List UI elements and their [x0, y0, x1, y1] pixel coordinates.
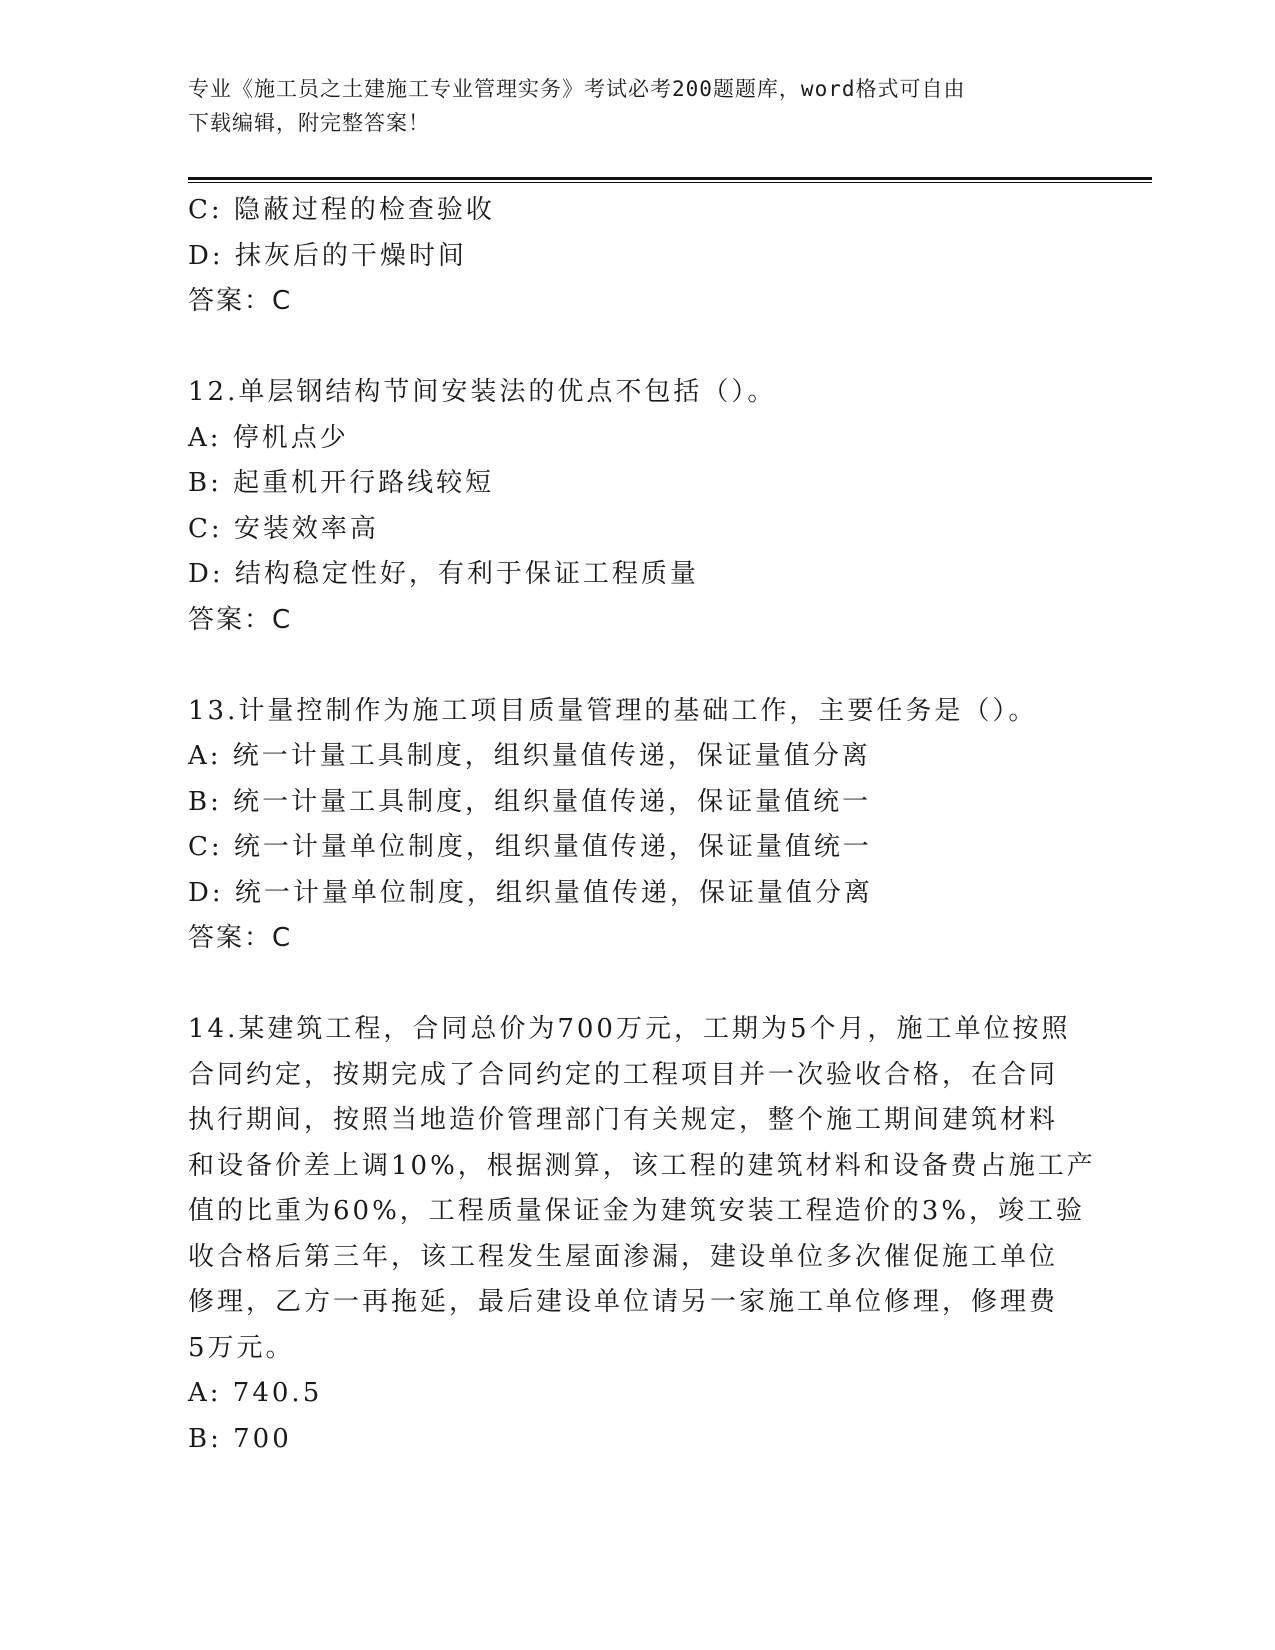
- q14-option-a: A: 740.5: [188, 1378, 323, 1408]
- header-line-1: 专业《施工员之土建施工专业管理实务》考试必考200题题库，word格式可自由: [188, 77, 966, 101]
- q13-question: 13.计量控制作为施工项目质量管理的基础工作，主要任务是（）。: [188, 695, 1038, 726]
- question-12: [188, 370, 1088, 643]
- q14-question-line: 合同约定，按期完成了合同约定的工程项目并一次验收合格，在合同: [188, 1059, 1059, 1090]
- q14-question-line: 14.某建筑工程，合同总价为700万元，工期为5个月，施工单位按照: [188, 1014, 1071, 1044]
- q13-answer: 答案：C: [188, 923, 293, 953]
- q12-option-d: D: 结构稳定性好，有利于保证工程质量: [188, 559, 699, 589]
- q12-option-b: B: 起重机开行路线较短: [188, 468, 495, 498]
- question-14: [188, 1007, 1096, 1462]
- q12-question: 12.单层钢结构节间安装法的优点不包括（）。: [188, 377, 777, 407]
- spacer: [188, 962, 1088, 1008]
- q11-option-d: D: 抹灰后的干燥时间: [188, 240, 467, 271]
- q14-question-line: 5万元。: [188, 1332, 295, 1363]
- q14-question-line: 收合格后第三年，该工程发生屋面渗漏，建设单位多次催促施工单位: [188, 1241, 1059, 1272]
- q14-question-line: 值的比重为60%，工程质量保证金为建筑安装工程造价的3%，竣工验: [188, 1196, 1086, 1226]
- q14-question-line: 修理，乙方一再拖延，最后建设单位请另一家施工单位修理，修理费: [188, 1287, 1059, 1317]
- document-body: [188, 188, 1096, 1462]
- header-divider-thick: [188, 177, 1152, 180]
- header-divider-thin: [188, 182, 1152, 183]
- q13-option-b: B: 统一计量工具制度，组织量值传递，保证量值统一: [188, 786, 872, 817]
- question-11: [188, 188, 1088, 325]
- q13-option-d: D: 统一计量单位制度，组织量值传递，保证量值分离: [188, 877, 873, 908]
- q13-option-a: A: 统一计量工具制度，组织量值传递，保证量值分离: [188, 741, 871, 771]
- q12-option-c: C: 安装效率高: [188, 513, 379, 544]
- question-13: [188, 689, 1088, 962]
- header-line-2: 下载编辑，附完整答案！: [188, 111, 430, 135]
- q14-option-b: B: 700: [188, 1423, 292, 1454]
- q14-question-line: 和设备价差上调10%，根据测算，该工程的建筑材料和设备费占施工产: [188, 1150, 1096, 1181]
- q12-answer: 答案：C: [188, 604, 293, 635]
- spacer: [188, 643, 1088, 689]
- q14-question-line: 执行期间，按照当地造价管理部门有关规定，整个施工期间建筑材料: [188, 1105, 1059, 1135]
- q13-option-c: C: 统一计量单位制度，组织量值传递，保证量值统一: [188, 832, 872, 862]
- q12-option-a: A: 停机点少: [188, 422, 349, 453]
- q11-answer: 答案：C: [188, 286, 293, 316]
- spacer: [188, 325, 1088, 371]
- q11-option-c: C: 隐蔽过程的检查验收: [188, 195, 495, 225]
- document-header: [188, 72, 1088, 140]
